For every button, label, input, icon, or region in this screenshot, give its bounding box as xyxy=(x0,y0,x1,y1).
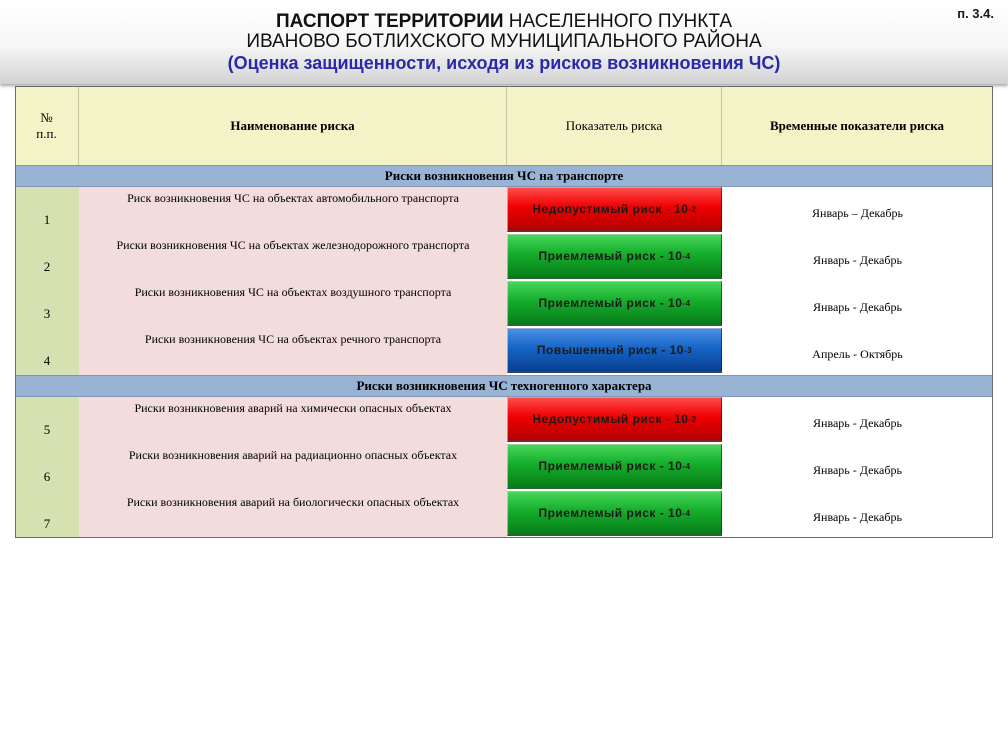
section-title: Риски возникновения ЧС техногенного характера xyxy=(356,378,652,393)
header-indicator xyxy=(507,86,722,165)
risk-name: Риски возникновения ЧС на объектах речного транспорта xyxy=(79,328,507,375)
header-name xyxy=(79,86,507,165)
section-header xyxy=(15,165,993,187)
row-number: 3 xyxy=(15,281,79,328)
risk-name: Риск возникновения ЧС на объектах автомобильного транспорта xyxy=(79,187,507,234)
header-num-label: № п.п. xyxy=(36,109,57,141)
row-number: 1 xyxy=(15,187,79,234)
risk-level-label: Повышенный риск - 10 xyxy=(536,343,684,357)
risk-level-badge xyxy=(507,281,722,326)
risk-level-label: Приемлемый риск - 10 xyxy=(538,506,683,520)
row-number: 4 xyxy=(15,328,79,375)
risk-name: Риски возникновения аварий на химически опасных объектах xyxy=(79,397,507,444)
title-line-1-rest: НАСЕЛЕННОГО ПУНКТА xyxy=(503,11,732,32)
risk-name: Риски возникновения ЧС на объектах воздушного транспорта xyxy=(79,281,507,328)
risk-period: Январь - Декабрь xyxy=(722,491,993,538)
risk-level-badge xyxy=(507,328,722,373)
risk-indicator-cell xyxy=(507,397,722,444)
risk-level-exponent: -3 xyxy=(683,345,693,355)
risk-period: Январь - Декабрь xyxy=(722,444,993,491)
risk-level-badge xyxy=(507,397,722,442)
row-number: 5 xyxy=(15,397,79,444)
risk-period: Апрель - Октябрь xyxy=(722,328,993,375)
risk-level-exponent: -4 xyxy=(682,508,691,518)
risk-period: Январь – Декабрь xyxy=(722,187,993,234)
risk-level-label: Недопустимый риск - 10 xyxy=(532,202,689,216)
risk-name: Риски возникновения ЧС на объектах железнодорожного транспорта xyxy=(79,234,507,281)
row-number: 6 xyxy=(15,444,79,491)
risk-level-badge xyxy=(507,444,722,489)
title-line-2: ИВАНОВО БОТЛИХСКОГО МУНИЦИПАЛЬНОГО РАЙОНА xyxy=(246,31,762,52)
risk-indicator-cell xyxy=(507,187,722,234)
risk-level-exponent: -4 xyxy=(682,461,691,471)
risk-period: Январь - Декабрь xyxy=(722,397,993,444)
page-header xyxy=(0,0,1008,84)
risk-indicator-cell xyxy=(507,444,722,491)
risk-level-exponent: -2 xyxy=(688,414,697,424)
risk-level-badge xyxy=(507,491,722,536)
risk-period: Январь - Декабрь xyxy=(722,234,993,281)
risk-level-badge xyxy=(507,234,722,279)
header-time-label: Временные показатели риска xyxy=(769,117,945,133)
row-number: 2 xyxy=(15,234,79,281)
risk-level-label: Недопустимый риск - 10 xyxy=(532,412,689,426)
title-line-1 xyxy=(0,11,1008,33)
header-indicator-label: Показатель риска xyxy=(565,117,663,133)
risk-indicator-cell xyxy=(507,328,722,375)
risk-name: Риски возникновения аварий на радиационно опасных объектах xyxy=(79,444,507,491)
row-number: 7 xyxy=(15,491,79,538)
risk-name: Риски возникновения аварий на биологически опасных объектах xyxy=(79,491,507,538)
risk-level-exponent: -2 xyxy=(688,204,697,214)
risk-level-label: Приемлемый риск - 10 xyxy=(538,296,683,310)
risk-level-exponent: -4 xyxy=(682,298,691,308)
risk-level-badge xyxy=(507,187,722,232)
risk-level-label: Приемлемый риск - 10 xyxy=(538,459,683,473)
risk-period: Январь - Декабрь xyxy=(722,281,993,328)
risk-level-exponent: -4 xyxy=(682,251,691,261)
risk-indicator-cell xyxy=(507,491,722,538)
title-line-1-bold: ПАСПОРТ ТЕРРИТОРИИ xyxy=(275,11,504,32)
risk-indicator-cell xyxy=(507,281,722,328)
header-time xyxy=(722,86,993,165)
header-num xyxy=(15,86,79,165)
risk-level-label: Приемлемый риск - 10 xyxy=(538,249,683,263)
section-title: Риски возникновения ЧС на транспорте xyxy=(384,168,624,183)
page-number: п. 3.4. xyxy=(957,6,994,21)
risk-indicator-cell xyxy=(507,234,722,281)
title-line-3: (Оценка защищенности, исходя из рисков возникновения ЧС) xyxy=(227,53,781,73)
header-name-label: Наименование риска xyxy=(230,117,355,133)
section-header xyxy=(15,375,993,397)
